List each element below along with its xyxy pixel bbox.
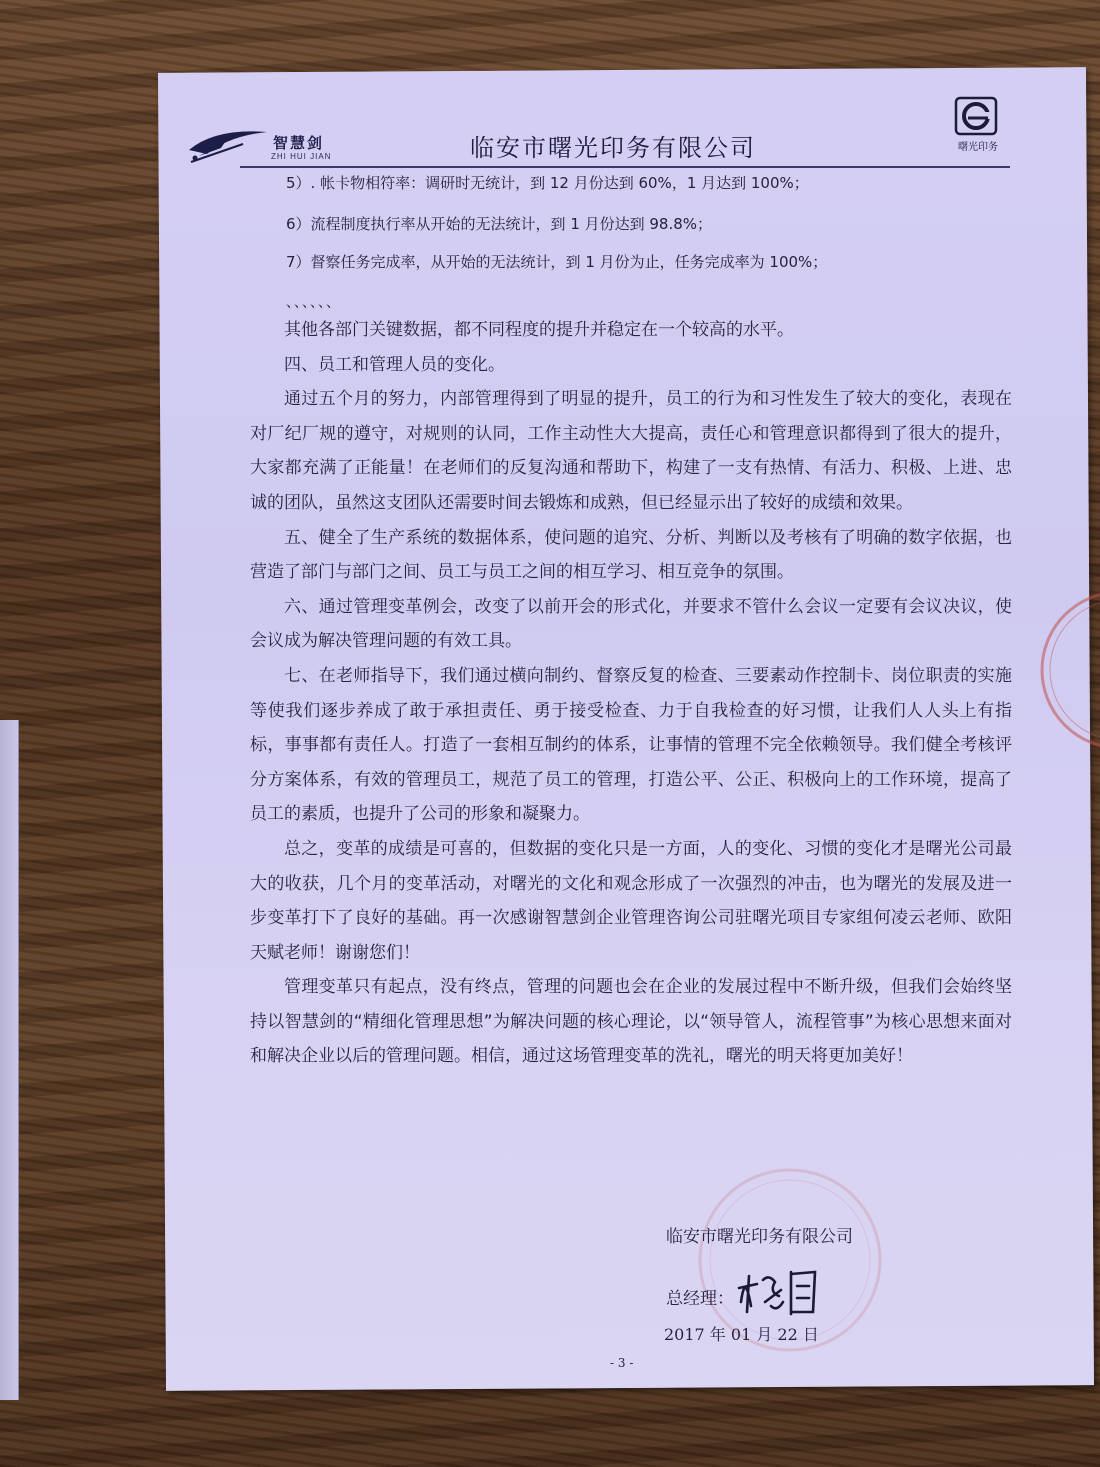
page-number: - 3 -	[610, 1356, 634, 1370]
metric-line: 5）. 帐卡物相符率：调研时无统计，到 12 月份达到 60%，1 月达到 100%；	[286, 174, 809, 192]
left-logo-pinyin: ZHI HUI JIAN	[271, 152, 332, 161]
metric-line: 6）流程制度执行率从开始的无法统计，到 1 月份达到 98.8%；	[286, 215, 713, 233]
shuguang-logo	[954, 96, 1010, 156]
paragraph: 五、健全了生产系统的数据体系，使问题的追究、分析、判断以及考核有了明确的数字依据，也营造了部门与部门之间、员工与员工之间的相互学习、相互竞争的氛围。	[250, 527, 1012, 583]
paragraph: 通过五个月的努力，内部管理得到了明显的提升，员工的行为和习性发生了较大的变化，表现在对厂纪厂规的遵守，对规则的认同，工作主动性大大提高，责任心和管理意识都得到了很大的提升，大家都充满了正能量！在老师们的反复沟通和帮助下，构建了一支有热情、有活力、积极、上进、忠诚的团队，虽然这支团队还需要时间去锻炼和成熟，但已经显示出了较好的成绩和效果。	[250, 389, 1012, 513]
header-divider	[240, 166, 1010, 168]
company-title: 临安市曙光印务有限公司	[470, 134, 756, 162]
body-text	[250, 313, 1012, 1074]
handwritten-signature	[735, 1262, 825, 1322]
sword-emblem-icon	[185, 120, 275, 170]
paragraph: 其他各部门关键数据，都不同程度的提升并稳定在一个较高的水平。	[284, 320, 794, 340]
shuguang-emblem-icon	[954, 96, 998, 136]
paragraph: 管理变革只有起点，没有终点，管理的问题也会在企业的发展过程中不断升级，但我们会始终坚持以智慧剑的“精细化管理思想”为解决问题的核心理论，以“领导管人，流程管事”为核心思想来面对和解决企业以后的管理问题。相信，通过这场管理变革的洗礼，曙光的明天将更加美好！	[250, 977, 1012, 1067]
signoff-company: 临安市曙光印务有限公司	[666, 1227, 853, 1247]
zhihuijian-logo	[185, 120, 345, 170]
left-logo-name: 智慧剑	[273, 134, 325, 152]
signoff-date: 2017 年 01 月 22 日	[664, 1325, 819, 1344]
adjacent-paper-edge	[0, 720, 19, 1400]
right-logo-name: 曙光印务	[958, 142, 998, 153]
metric-line: 7）督察任务完成率，从开始的无法统计，到 1 月份为止，任务完成率为 100%；	[286, 253, 828, 271]
section-heading: 四、员工和管理人员的变化。	[284, 354, 505, 375]
general-manager-label: 总经理：	[666, 1289, 734, 1309]
paragraph: 七、在老师指导下，我们通过横向制约、督察反复的检查、三要素动作控制卡、岗位职责的实施等使我们逐步养成了敢于承担责任、勇于接受检查、力于自我检查的好习惯，让我们人人头上有指标，事事都有责任人。打造了一套相互制约的体系，让事情的管理不完全依赖领导。我们健全考核评分方案体系，有效的管理员工，规范了员工的管理，打造公平、公正、积极向上的工作环境，提高了员工的素质，也提升了公司的形象和凝聚力。	[250, 665, 1012, 825]
paragraph: 六、通过管理变革例会，改变了以前开会的形式化，并要求不管什么会议一定要有会议决议，使会议成为解决管理问题的有效工具。	[250, 596, 1012, 652]
ellipsis: 、、、、、、	[286, 295, 341, 311]
company-seal-partial	[1040, 585, 1100, 755]
paragraph: 总之，变革的成绩是可喜的，但数据的变化只是一方面，人的变化、习惯的变化才是曙光公司最大的收获，几个月的变革活动，对曙光的文化和观念形成了一次强烈的冲击，也为曙光的发展及进一步变革打下了良好的基础。再一次感谢智慧剑企业管理咨询公司驻曙光项目专家组何凌云老师、欧阳天赋老师！谢谢您们！	[250, 838, 1012, 963]
